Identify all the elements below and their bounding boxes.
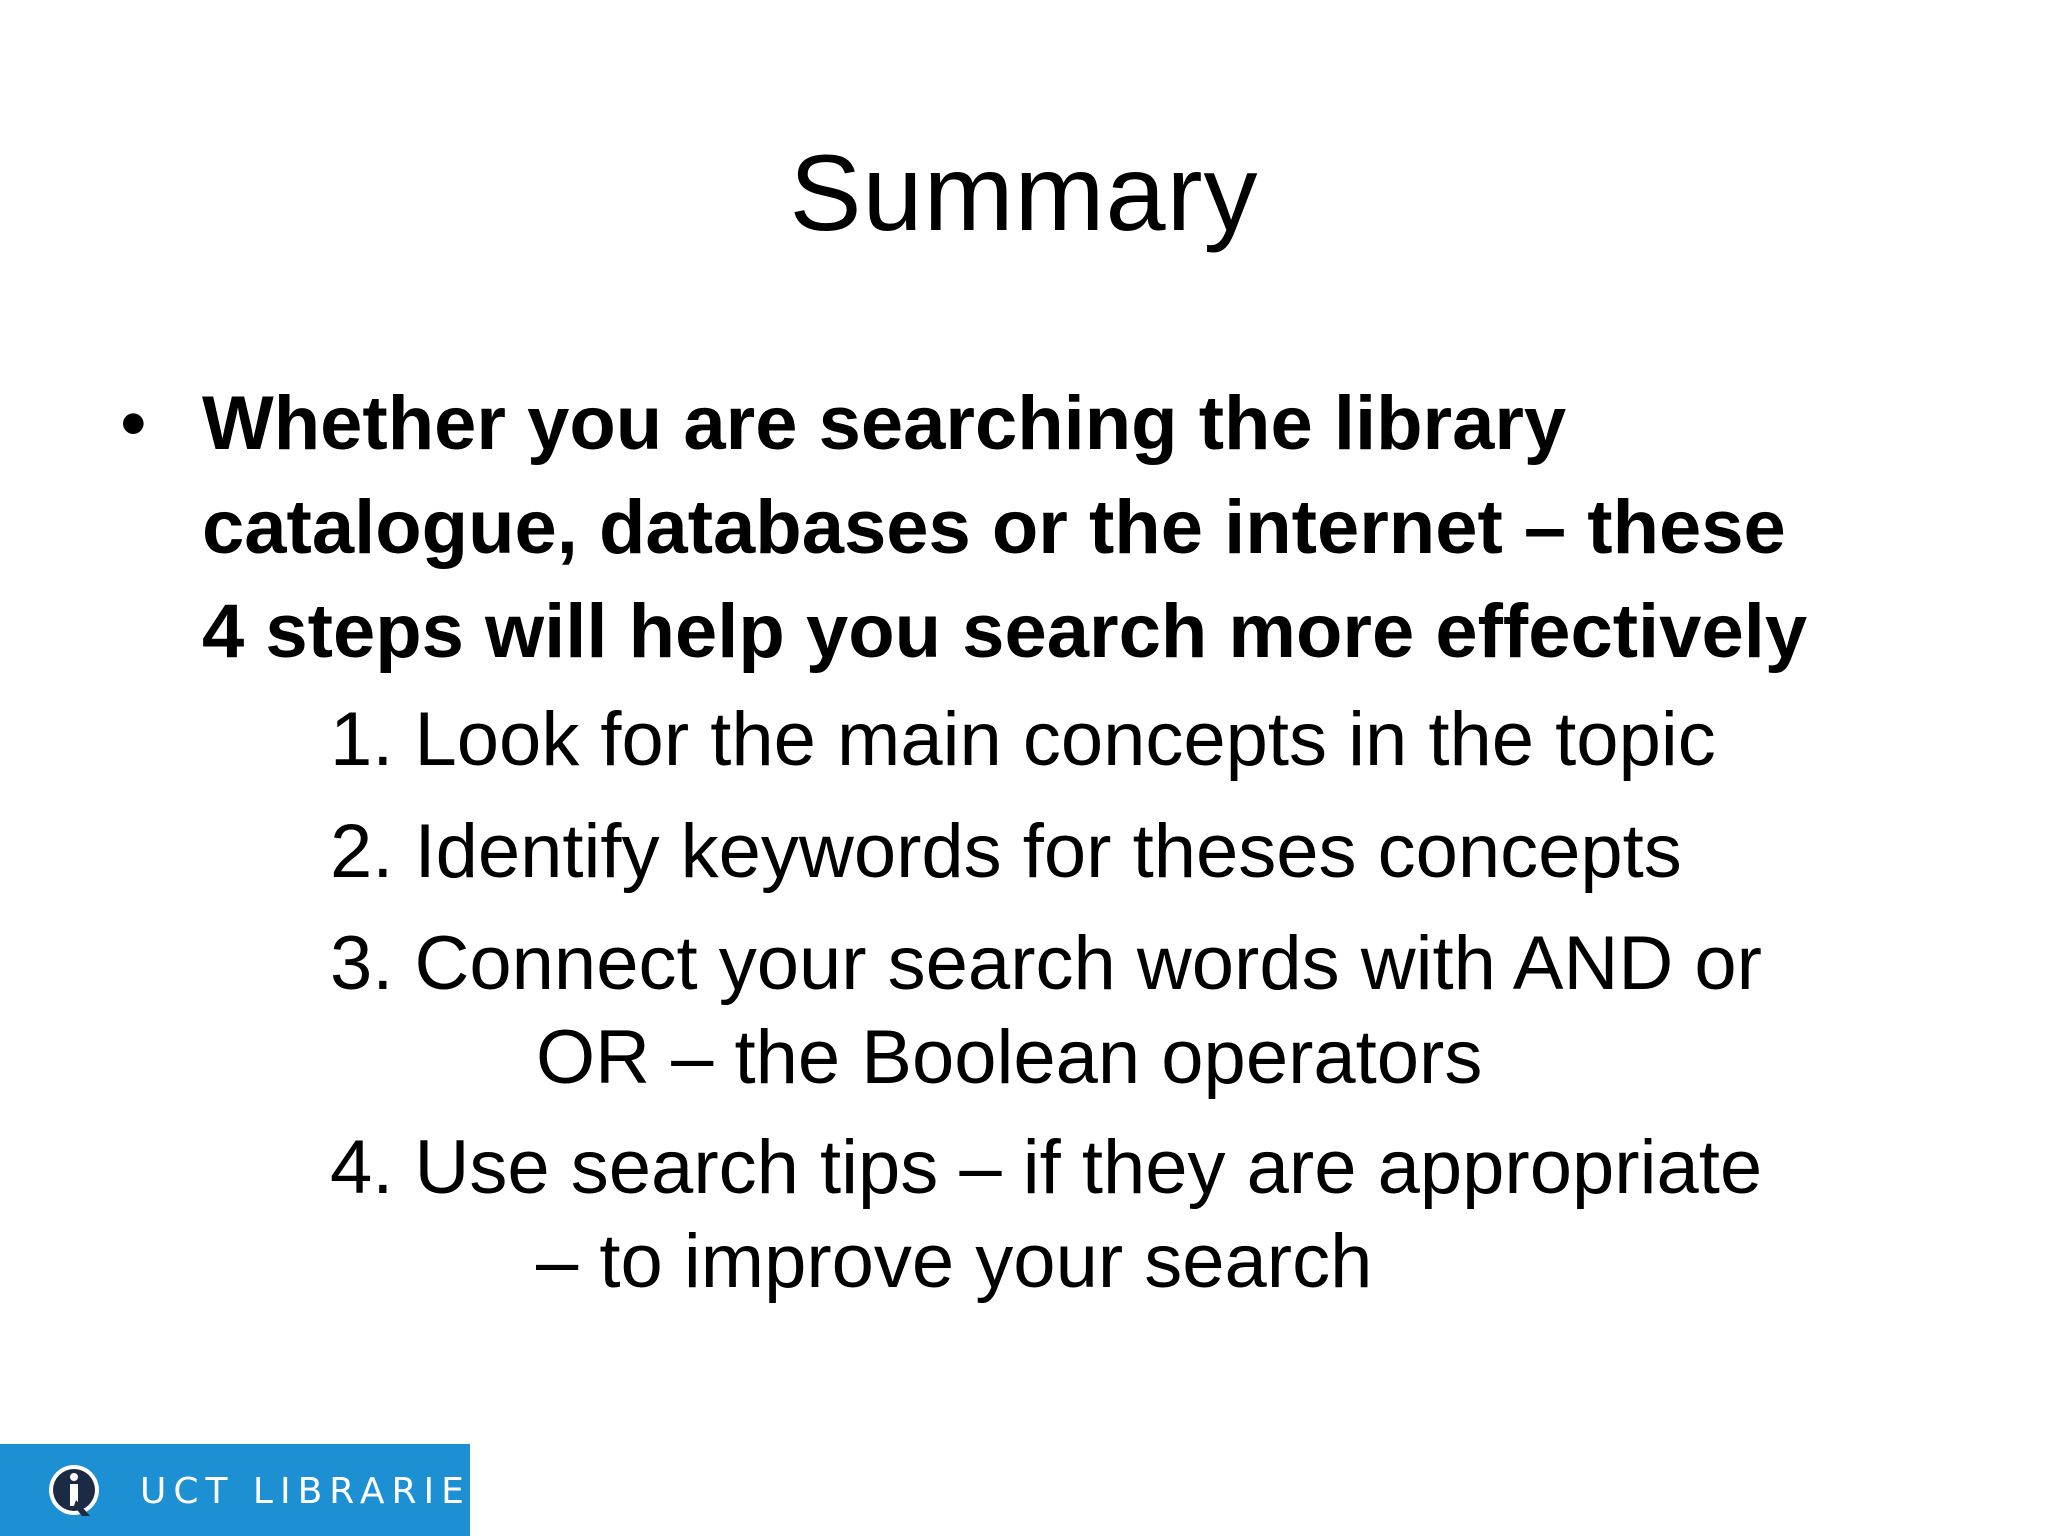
bullet-line: catalogue, databases or the internet – these — [202, 485, 1786, 570]
step-number: 3. — [330, 921, 394, 1006]
step-item-3 — [330, 916, 1762, 1012]
step-3-continuation: OR – the Boolean operators — [536, 1015, 1483, 1100]
uct-libraries-logo — [0, 1444, 501, 1536]
logo-text: UCT LIBRARIES — [140, 1471, 501, 1512]
step-item-2 — [330, 804, 1682, 900]
step-text: Connect your search words with AND or — [414, 921, 1762, 1006]
bullet-line: 4 steps will help you search more effectively — [202, 589, 1808, 674]
slide-title: Summary — [789, 132, 1259, 253]
step-number: 2. — [330, 809, 394, 894]
step-4-continuation: – to improve your search — [536, 1219, 1373, 1304]
step-text: Look for the main concepts in the topic — [414, 697, 1716, 782]
step-text: Identify keywords for theses concepts — [414, 809, 1682, 894]
step-item-1 — [330, 692, 1716, 788]
step-number: 4. — [330, 1125, 394, 1210]
step-number: 1. — [330, 697, 394, 782]
info-i-icon — [46, 1462, 102, 1518]
bullet-text — [202, 372, 1942, 684]
step-text: Use search tips – if they are appropriate — [414, 1125, 1763, 1210]
bullet-line: Whether you are searching the library — [202, 381, 1567, 466]
bullet-marker: • — [120, 381, 147, 466]
step-item-4 — [330, 1120, 1762, 1216]
